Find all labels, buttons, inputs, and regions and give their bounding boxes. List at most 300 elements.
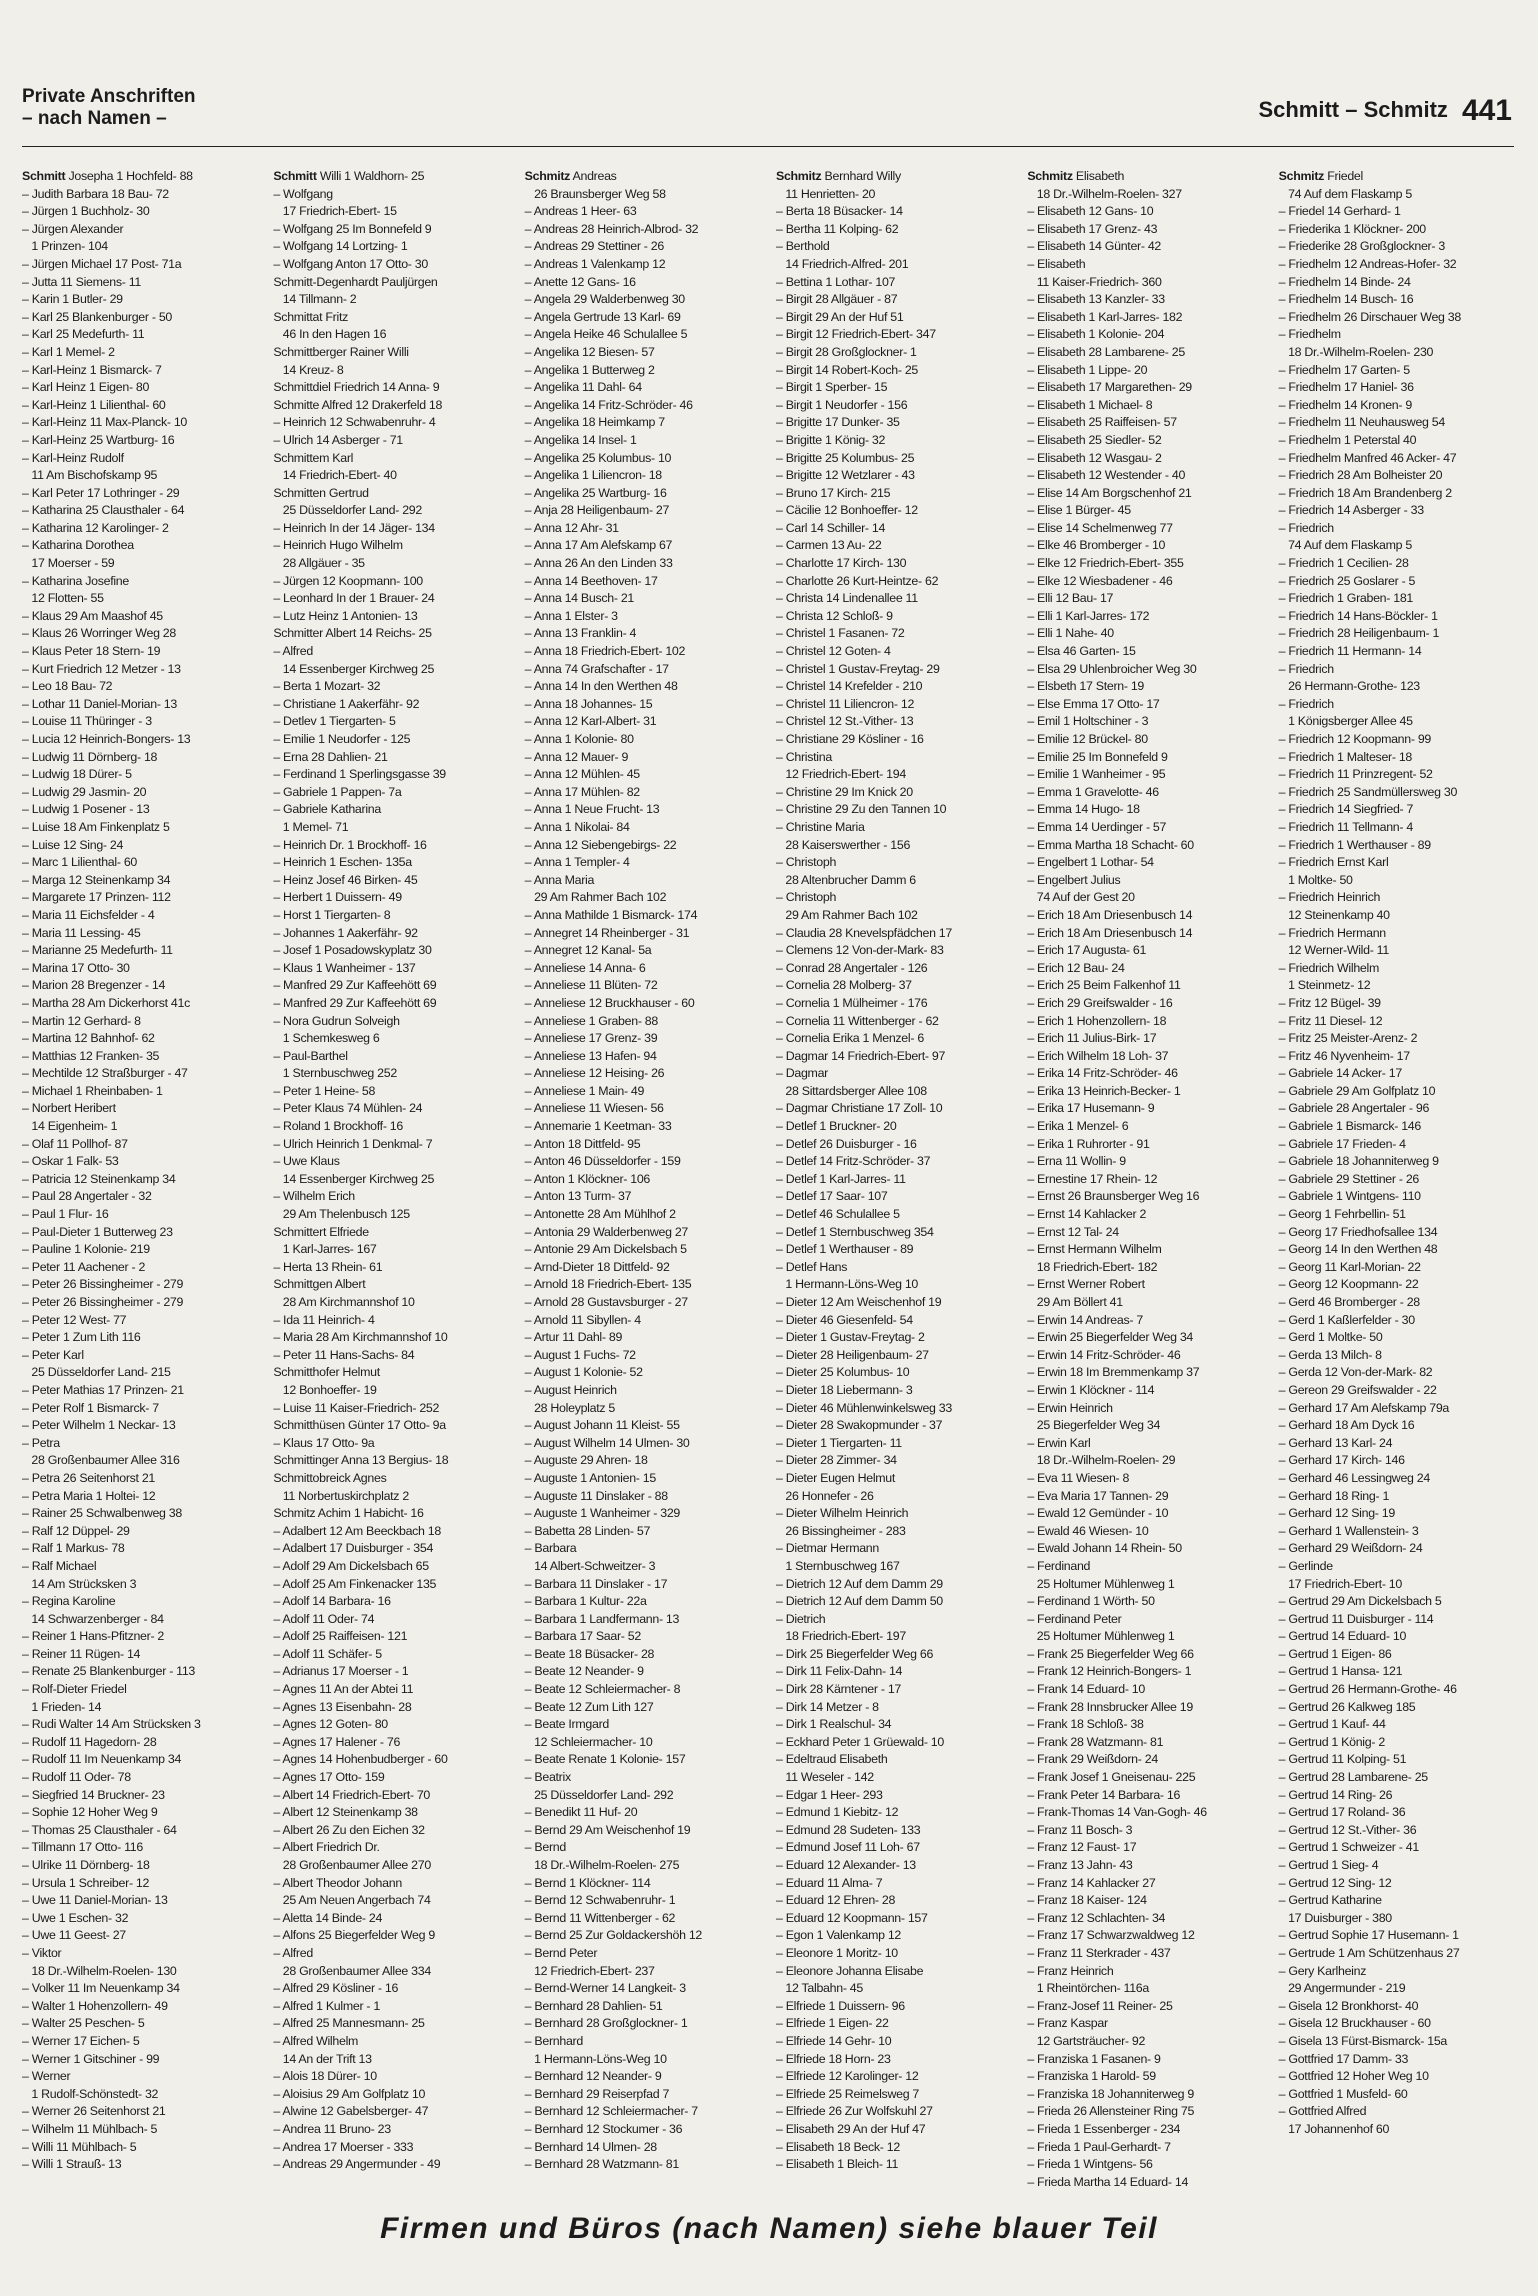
directory-entry: – Gertrud 26 Kalkweg 185 <box>1278 1699 1416 1714</box>
directory-entry: – Birgit 12 Friedrich-Ebert- 347 <box>775 327 936 342</box>
directory-entry: – Anna 18 Johannes- 15 <box>524 696 653 711</box>
directory-entry: – Gisela 13 Fürst-Bismarck- 15a <box>1278 2033 1447 2048</box>
directory-entry: – Detlev 1 Tiergarten- 5 <box>273 714 396 729</box>
directory-entry: – Beate 18 Büsacker- 28 <box>524 1646 655 1661</box>
directory-entry: – Birgit 29 An der Huf 51 <box>775 309 904 324</box>
directory-entry: – Erika 17 Husemann- 9 <box>1027 1101 1155 1116</box>
directory-entry: 29 Am Thelenbusch 125 <box>273 1207 410 1222</box>
directory-entry: – Karl-Heinz Rudolf <box>22 450 124 465</box>
directory-entry: – Babetta 28 Linden- 57 <box>524 1523 651 1538</box>
directory-entry: – Gertrud 1 Schweizer - 41 <box>1278 1840 1419 1855</box>
surname-heading: Schmitz <box>775 169 822 183</box>
directory-entry: – Agnes 12 Goten- 80 <box>273 1717 388 1732</box>
surname-heading: Schmitz <box>1278 169 1325 183</box>
directory-entry: – Dieter 12 Am Weischenhof 19 <box>775 1295 942 1309</box>
column-heading-entry <box>22 168 259 186</box>
directory-entry: 1 Hermann-Löns-Weg 10 <box>524 2051 667 2066</box>
directory-entry: 18 Dr.-Wilhelm-Roelen- 327 <box>1027 186 1182 201</box>
directory-entry: – Alfred 25 Mannesmann- 25 <box>273 2016 425 2031</box>
directory-entry: – Herta 13 Rhein- 61 <box>273 1259 383 1274</box>
directory-entry: – Martina 12 Bahnhof- 62 <box>22 1031 155 1046</box>
directory-entry: – Gertrud 11 Kolping- 51 <box>1278 1752 1407 1767</box>
directory-entry: – Georg 17 Friedhofsallee 134 <box>1278 1224 1438 1239</box>
directory-entry: – Bernhard 12 Schleiermacher- 7 <box>524 2104 698 2119</box>
directory-entry: – Erich 18 Am Driesenbusch 14 <box>1027 907 1193 922</box>
directory-entry: – Gerd 46 Bromberger - 28 <box>1278 1295 1420 1309</box>
directory-entry: – Ferdinand Peter <box>1027 1611 1122 1626</box>
directory-entry: – Peter Karl <box>22 1347 84 1362</box>
directory-entry: – Franziska 18 Johanniterweg 9 <box>1027 2086 1194 2101</box>
directory-entry: – Jutta 11 Siemens- 11 <box>22 274 141 289</box>
directory-entry: 26 Hermann-Grothe- 123 <box>1278 679 1420 694</box>
directory-entry: – Klaus 26 Worringer Weg 28 <box>22 626 176 641</box>
directory-entry: 17 Duisburger - 380 <box>1278 1910 1392 1925</box>
directory-entry: – Gottfried Alfred <box>1278 2104 1367 2119</box>
directory-entry: – Walter 25 Peschen- 5 <box>22 2016 145 2031</box>
directory-entry: – Friedrich <box>1278 661 1334 676</box>
directory-entry: – Gabriele 1 Wintgens- 110 <box>1278 1189 1421 1204</box>
directory-entry: – Nora Gudrun Solveigh <box>273 1013 400 1028</box>
directory-entry: – Anneliese 14 Anna- 6 <box>524 960 646 975</box>
directory-entry: – Erich 29 Greifswalder - 16 <box>1027 995 1173 1010</box>
directory-entry: – Elisabeth 13 Kanzler- 33 <box>1027 292 1165 307</box>
directory-entry: – Anna 12 Mühlen- 45 <box>524 767 640 782</box>
directory-entry: – Maria 28 Am Kirchmannshof 10 <box>273 1330 448 1345</box>
directory-entry: 12 Gartsträucher- 92 <box>1027 2033 1146 2048</box>
directory-entry: – Klaus 29 Am Maashof 45 <box>22 608 163 623</box>
directory-entry: – Emma Martha 18 Schacht- 60 <box>1027 837 1194 852</box>
directory-entry: – Leonhard In der 1 Brauer- 24 <box>273 591 435 606</box>
directory-entry: – Elfriede 25 Reimelsweg 7 <box>775 2086 920 2101</box>
directory-entry: – Auguste 11 Dinslaker - 88 <box>524 1488 668 1503</box>
directory-entry: – Uwe 11 Geest- 27 <box>22 1928 126 1943</box>
directory-entry: – Christa 14 Lindenallee 11 <box>775 591 918 606</box>
directory-entry: – Ludwig 29 Jasmin- 20 <box>22 784 147 799</box>
directory-entry: – Dieter 28 Heiligenbaum- 27 <box>775 1347 929 1362</box>
directory-entry: – Beate Renate 1 Kolonie- 157 <box>524 1752 686 1767</box>
directory-entry: – Rudi Walter 14 Am Strücksken 3 <box>22 1717 201 1732</box>
directory-entry: – Charlotte 17 Kirch- 130 <box>775 556 907 571</box>
directory-entry: – Gertrud 1 König- 2 <box>1278 1734 1385 1749</box>
directory-entry: 14 Kreuz- 8 <box>273 362 344 377</box>
directory-entry: – August 1 Kolonie- 52 <box>524 1365 643 1380</box>
directory-entry: – Angelika 25 Kolumbus- 10 <box>524 450 672 465</box>
directory-entry: – Bernhard <box>524 2033 583 2048</box>
directory-entry: – Anna 1 Templer- 4 <box>524 855 630 870</box>
directory-entry: – Albert 12 Steinenkamp 38 <box>273 1805 418 1820</box>
directory-entry: – Aletta 14 Binde- 24 <box>273 1910 383 1925</box>
directory-entry: – Friedrich 25 Sandmüllersweg 30 <box>1278 784 1458 799</box>
directory-entry: 26 Honnefer - 26 <box>775 1488 874 1503</box>
directory-entry: – Gottfried 12 Hoher Weg 10 <box>1278 2069 1429 2084</box>
directory-entry: – Erika 14 Fritz-Schröder- 46 <box>1027 1066 1178 1081</box>
directory-entry: – Friedrich 11 Tellmann- 4 <box>1278 819 1413 834</box>
directory-entry: – Anneliese 11 Wiesen- 56 <box>524 1101 664 1116</box>
directory-entry: – Gerda 12 Von-der-Mark- 82 <box>1278 1365 1433 1380</box>
directory-entry: – Friedrich 11 Prinzregent- 52 <box>1278 767 1433 782</box>
directory-entry: 25 Düsseldorfer Land- 292 <box>273 503 422 518</box>
directory-entry: – Dieter 1 Tiergarten- 11 <box>775 1435 902 1450</box>
directory-entry: – Friedrich Hermann <box>1278 925 1386 940</box>
directory-entry: – Gabriele 1 Bismarck- 146 <box>1278 1119 1421 1134</box>
directory-entry: – Paul-Dieter 1 Butterweg 23 <box>22 1224 173 1239</box>
directory-entry: 12 Bonhoeffer- 19 <box>273 1382 377 1397</box>
directory-entry: – Bernd 11 Wittenberger - 62 <box>524 1910 676 1925</box>
directory-entry: – Alfred Wilhelm <box>273 2033 359 2048</box>
directory-entry: – Gerhard 18 Ring- 1 <box>1278 1488 1390 1503</box>
directory-entry: – Werner <box>22 2069 71 2084</box>
directory-entry: – Anna Maria <box>524 872 595 887</box>
directory-entry: – Anneliese 13 Hafen- 94 <box>524 1048 657 1063</box>
directory-entry: – Angelika 1 Butterweg 2 <box>524 362 655 377</box>
directory-entry: 1 Memel- 71 <box>273 819 349 834</box>
directory-entry: 14 Eigenheim- 1 <box>22 1119 118 1134</box>
directory-entry: – Eduard 12 Ehren- 28 <box>775 1893 896 1908</box>
directory-entry: – Peter Klaus 74 Mühlen- 24 <box>273 1101 423 1116</box>
directory-entry: Schmitthofer Helmut <box>273 1365 380 1380</box>
directory-entry: – Bettina 1 Lothar- 107 <box>775 274 896 289</box>
directory-entry: 18 Friedrich-Ebert- 182 <box>1027 1259 1158 1274</box>
directory-entry: – Emil 1 Holtschiner - 3 <box>1027 714 1149 729</box>
header-rule <box>22 146 1514 147</box>
directory-entry: – Barbara <box>524 1541 577 1556</box>
directory-entry: – Gerlinde <box>1278 1558 1333 1573</box>
directory-entry: – Birgit 14 Robert-Koch- 25 <box>775 362 919 377</box>
directory-entry: – Rudolf 11 Im Neuenkamp 34 <box>22 1752 182 1767</box>
directory-entry: – Ernestine 17 Rhein- 12 <box>1027 1171 1158 1186</box>
directory-entry: 12 Friedrich-Ebert- 237 <box>524 1963 655 1978</box>
directory-entry: – Agnes 17 Otto- 159 <box>273 1770 385 1785</box>
directory-entry: – Fritz 11 Diesel- 12 <box>1278 1013 1383 1028</box>
directory-entry: – Emma 14 Uerdinger - 57 <box>1027 819 1167 834</box>
directory-entry: – Marianne 25 Medefurth- 11 <box>22 943 173 958</box>
directory-entry: – Friedrich 14 Asberger - 33 <box>1278 503 1424 518</box>
directory-entry: – Karl-Heinz 11 Max-Planck- 10 <box>22 415 187 430</box>
directory-entry: – Luise 18 Am Finkenplatz 5 <box>22 819 170 834</box>
directory-entry: – Peter 11 Hans-Sachs- 84 <box>273 1347 415 1362</box>
directory-entry: – Rolf-Dieter Friedel <box>22 1682 127 1697</box>
directory-entry: – Elise 14 Am Borgschenhof 21 <box>1027 485 1192 500</box>
directory-entry: – Anton 18 Dittfeld- 95 <box>524 1136 641 1151</box>
directory-entry: – Frank 28 Innsbrucker Allee 19 <box>1027 1699 1193 1714</box>
directory-entry: – Gertrud 1 Eigen- 86 <box>1278 1646 1392 1661</box>
directory-entry: 25 Düsseldorfer Land- 292 <box>524 1787 674 1802</box>
directory-entry: – Christa 12 Schloß- 9 <box>775 608 893 623</box>
directory-entry: 28 Großenbaumer Allee 270 <box>273 1858 431 1872</box>
directory-entry: – Gerhard 13 Karl- 24 <box>1278 1435 1393 1450</box>
directory-entry: – Fritz 12 Bügel- 39 <box>1278 995 1381 1010</box>
directory-entry: – Dagmar Christiane 17 Zoll- 10 <box>775 1101 943 1116</box>
directory-entry: – Gertrud 12 Sing- 12 <box>1278 1875 1392 1890</box>
directory-entry: – Elisabeth 1 Kolonie- 204 <box>1027 327 1165 342</box>
directory-entry: 46 In den Hagen 16 <box>273 327 387 342</box>
directory-entry: – Elsa 46 Garten- 15 <box>1027 644 1136 659</box>
directory-entry: – Anna 26 An den Linden 33 <box>524 556 673 571</box>
directory-entry: – Mechtilde 12 Straßburger - 47 <box>22 1066 188 1081</box>
directory-entry: – Anna 18 Friedrich-Ebert- 102 <box>524 644 686 659</box>
directory-entry: – Margarete 17 Prinzen- 112 <box>22 890 171 905</box>
directory-entry: – Gabriele 1 Pappen- 7a <box>273 784 402 799</box>
directory-entry: Schmittinger Anna 13 Bergius- 18 <box>273 1453 449 1468</box>
directory-entry: 1 Sternbuschweg 252 <box>273 1066 397 1081</box>
directory-entry: – Detlef Hans <box>775 1259 848 1274</box>
directory-entry: – Engelbert Julius <box>1027 872 1121 887</box>
directory-entry: 1 Steinmetz- 12 <box>1278 978 1371 993</box>
directory-entry: – Elise 1 Bürger- 45 <box>1027 503 1131 518</box>
directory-entry: – Angelika 12 Biesen- 57 <box>524 344 655 359</box>
directory-entry: – Annemarie 1 Keetman- 33 <box>524 1119 672 1134</box>
directory-entry: – Andreas 29 Angermunder - 49 <box>273 2157 441 2172</box>
directory-entry: – Birgit 1 Sperber- 15 <box>775 380 888 395</box>
directory-entry: – Franziska 1 Harold- 59 <box>1027 2069 1156 2084</box>
directory-entry: 1 Frieden- 14 <box>22 1699 102 1714</box>
directory-entry: – Heinrich Hugo Wilhelm <box>273 538 403 553</box>
section-title <box>22 86 196 130</box>
directory-entry: – Cornelia 28 Molberg- 37 <box>775 978 912 993</box>
directory-entry: – Anna Mathilde 1 Bismarck- 174 <box>524 907 698 922</box>
directory-entry: – Brigitte 25 Kolumbus- 25 <box>775 450 915 465</box>
directory-entry: – Anneliese 11 Blüten- 72 <box>524 978 658 993</box>
directory-entry: – Friedhelm 1 Peterstal 40 <box>1278 432 1417 447</box>
directory-entry: – Elke 12 Friedrich-Ebert- 355 <box>1027 556 1184 571</box>
directory-entry: – Eleonore Johanna Elisabe <box>775 1963 924 1978</box>
directory-entry: – Angelika 25 Wartburg- 16 <box>524 485 667 500</box>
directory-entry: – Erwin 25 Biegerfelder Weg 34 <box>1027 1330 1194 1345</box>
directory-entry: – Elisabeth 18 Beck- 12 <box>775 2139 900 2154</box>
directory-entry: – Agnes 14 Hohenbudberger - 60 <box>273 1752 448 1767</box>
directory-entry: – Gerd 1 Kaßlerfelder - 30 <box>1278 1312 1415 1327</box>
directory-entry: – Wolfgang 25 Im Bonnefeld 9 <box>273 221 432 236</box>
directory-entry: – August Wilhelm 14 Ulmen- 30 <box>524 1435 690 1450</box>
directory-entry: – Anna 74 Grafschafter - 17 <box>524 661 669 676</box>
directory-entry: 11 Norbertuskirchplatz 2 <box>273 1488 409 1503</box>
directory-entry: – Adolf 25 Raiffeisen- 121 <box>273 1629 408 1644</box>
directory-entry: 28 Allgäuer - 35 <box>273 556 365 571</box>
directory-entry: – Gertrud 14 Ring- 26 <box>1278 1787 1393 1802</box>
directory-entry: 1 Karl-Jarres- 167 <box>273 1242 377 1257</box>
directory-entry: – Karl-Heinz 1 Bismarck- 7 <box>22 362 162 377</box>
directory-entry: – Peter 11 Aachener - 2 <box>22 1259 146 1274</box>
directory-entry: – Eduard 12 Koopmann- 157 <box>775 1910 928 1925</box>
directory-entry: – Andrea 11 Bruno- 23 <box>273 2121 391 2136</box>
directory-entry: – Dietrich 12 Auf dem Damm 50 <box>775 1594 943 1609</box>
directory-entry: – Gertrud 17 Roland- 36 <box>1278 1805 1406 1820</box>
directory-entry: – Erwin 14 Fritz-Schröder- 46 <box>1027 1347 1181 1362</box>
directory-entry: 12 Schleiermacher- 10 <box>524 1734 653 1749</box>
directory-entry: – Bernhard 28 Großglockner- 1 <box>524 2016 688 2031</box>
name-range: Schmitt – Schmitz <box>1258 97 1448 122</box>
directory-entry: Schmitte Alfred 12 Drakerfeld 18 <box>273 397 443 412</box>
directory-entry: – Franz 11 Bosch- 3 <box>1027 1822 1133 1837</box>
directory-entry: – Anton 46 Düsseldorfer - 159 <box>524 1154 681 1169</box>
directory-entry: – Berta 1 Mozart- 32 <box>273 679 381 694</box>
directory-entry: – Paul 28 Angertaler - 32 <box>22 1189 152 1204</box>
directory-entry: 14 Albert-Schweitzer- 3 <box>524 1558 656 1573</box>
directory-entry: – Frank Josef 1 Gneisenau- 225 <box>1027 1770 1196 1785</box>
directory-entry: – Franz 12 Faust- 17 <box>1027 1840 1137 1855</box>
directory-entry: – Frieda 1 Essenberger - 234 <box>1027 2121 1181 2136</box>
directory-entry: – Dagmar <box>775 1066 828 1081</box>
directory-entry: – Else Emma 17 Otto- 17 <box>1027 696 1160 711</box>
directory-entry: – Georg 11 Karl-Morian- 22 <box>1278 1259 1421 1274</box>
directory-entry: – Anna 17 Am Alefskamp 67 <box>524 538 673 553</box>
directory-entry: – Friedhelm 17 Haniel- 36 <box>1278 380 1414 395</box>
directory-entry: – Emma 14 Hugo- 18 <box>1027 802 1140 817</box>
directory-entry: – Friedhelm 12 Andreas-Hofer- 32 <box>1278 256 1457 271</box>
directory-entry: – Dagmar 14 Friedrich-Ebert- 97 <box>775 1048 946 1063</box>
directory-entry: – Petra <box>22 1435 60 1450</box>
directory-entry: – Dieter 46 Mühlenwinkelsweg 33 <box>775 1400 952 1415</box>
directory-entry: – Frieda Martha 14 Eduard- 14 <box>1027 2174 1189 2189</box>
directory-entry: – Angela Gertrude 13 Karl- 69 <box>524 309 681 324</box>
directory-entry: – Arnold 11 Sibyllen- 4 <box>524 1312 641 1327</box>
directory-entry: 74 Auf der Gest 20 <box>1027 890 1135 905</box>
directory-entry: – Petra 26 Seitenhorst 21 <box>22 1470 156 1485</box>
directory-entry: – Anneliese 12 Bruckhauser - 60 <box>524 995 695 1010</box>
directory-entry: 29 Am Rahmer Bach 102 <box>524 890 667 905</box>
directory-entry: – Christoph <box>775 890 837 905</box>
directory-entry: – Elke 12 Wiesbadener - 46 <box>1027 573 1173 588</box>
directory-entry: 12 Flotten- 55 <box>22 591 104 606</box>
directory-entry: – Frieda 1 Paul-Gerhardt- 7 <box>1027 2139 1171 2154</box>
directory-entry: – Anna 12 Mauer- 9 <box>524 749 629 764</box>
directory-entry: – Frank-Thomas 14 Van-Gogh- 46 <box>1027 1805 1207 1820</box>
directory-entry: – Friederike 28 Großglockner- 3 <box>1278 239 1445 254</box>
directory-entry: – Ferdinand 1 Wörth- 50 <box>1027 1594 1155 1609</box>
directory-entry: – Gerhard 18 Am Dyck 16 <box>1278 1418 1415 1433</box>
directory-entry: – Friedhelm 14 Busch- 16 <box>1278 292 1414 307</box>
directory-entry: – Marina 17 Otto- 30 <box>22 960 130 975</box>
directory-entry: – Paul-Barthel <box>273 1048 348 1063</box>
directory-entry: – Martin 12 Gerhard- 8 <box>22 1013 141 1028</box>
directory-entry: – Fritz 25 Meister-Arenz- 2 <box>1278 1031 1418 1046</box>
column-heading-entry <box>273 168 510 186</box>
directory-entry: – Friedrich Heinrich <box>1278 890 1381 905</box>
directory-entry: 28 Großenbaumer Allee 316 <box>22 1453 180 1468</box>
directory-entry: – Karl 1 Memel- 2 <box>22 344 115 359</box>
directory-entry: – Erich 11 Julius-Birk- 17 <box>1027 1031 1157 1046</box>
directory-entry: – Antonia 29 Walderbenweg 27 <box>524 1224 689 1239</box>
directory-entry: – Sophie 12 Hoher Weg 9 <box>22 1805 158 1820</box>
directory-entry: 11 Henrietten- 20 <box>775 186 876 201</box>
directory-entry: Schmittberger Rainer Willi <box>273 344 409 359</box>
directory-entry: 25 Holtumer Mühlenweg 1 <box>1027 1629 1175 1644</box>
column-heading-entry <box>525 168 762 186</box>
directory-entry: – Franz 11 Sterkrader - 437 <box>1027 1945 1171 1960</box>
directory-entry: – Gerhard 46 Lessingweg 24 <box>1278 1470 1430 1485</box>
directory-entry: – Wolfgang <box>273 186 333 201</box>
directory-entry: – Rainer 25 Schwalbenweg 38 <box>22 1506 182 1521</box>
directory-entry: – Berta 18 Büsacker- 14 <box>775 204 903 219</box>
directory-entry: – Bernhard 12 Neander- 9 <box>524 2069 662 2084</box>
directory-entry: – Auguste 1 Antonien- 15 <box>524 1470 656 1485</box>
directory-entry: – Gertrud Katharine <box>1278 1893 1382 1908</box>
directory-entry: – Friederika 1 Klöckner- 200 <box>1278 221 1426 236</box>
directory-entry: – Gertrud 1 Sieg- 4 <box>1278 1858 1379 1872</box>
directory-entry: – Norbert Heribert <box>22 1101 116 1116</box>
directory-entry: – Christel 12 Goten- 4 <box>775 644 891 659</box>
directory-entry: 1 Schemkesweg 6 <box>273 1031 380 1046</box>
directory-entry: – Engelbert 1 Lothar- 54 <box>1027 855 1154 870</box>
directory-entry: – Andreas 1 Valenkamp 12 <box>524 256 666 271</box>
directory-entry: – Friedrich 25 Goslarer - 5 <box>1278 573 1416 588</box>
directory-entry: – Katharina 12 Karolinger- 2 <box>22 520 169 535</box>
directory-entry: – Christiane 1 Aakerfähr- 92 <box>273 696 420 711</box>
directory-entry: 18 Friedrich-Ebert- 197 <box>775 1629 906 1644</box>
directory-entry: 11 Kaiser-Friedrich- 360 <box>1027 274 1162 289</box>
directory-entry: – Luise 11 Kaiser-Friedrich- 252 <box>273 1400 440 1415</box>
directory-entry: – Beate 12 Zum Lith 127 <box>524 1699 654 1714</box>
directory-entry: – Anton 1 Klöckner- 106 <box>524 1171 651 1186</box>
directory-entry: – Gabriele 28 Angertaler - 96 <box>1278 1101 1430 1116</box>
directory-entry: – Gabriele 17 Frieden- 4 <box>1278 1136 1406 1151</box>
directory-entry: – Artur 11 Dahl- 89 <box>524 1330 623 1345</box>
directory-entry: – Frank 25 Biegerfelder Weg 66 <box>1027 1646 1194 1661</box>
directory-entry: – Peter 1 Heine- 58 <box>273 1083 376 1098</box>
directory-entry: – Ulrike 11 Dörnberg- 18 <box>22 1858 150 1872</box>
directory-entry: – Erwin 1 Klöckner - 114 <box>1027 1382 1155 1397</box>
directory-entry: – Franz 14 Kahlacker 27 <box>1027 1875 1156 1890</box>
directory-entry: – Friedrich 14 Siegfried- 7 <box>1278 802 1414 817</box>
directory-entry: – Marc 1 Lilienthal- 60 <box>22 855 138 870</box>
directory-entry: – Elfriede 14 Gehr- 10 <box>775 2033 892 2048</box>
column-heading-entry <box>1027 168 1264 186</box>
directory-entry: – Petra Maria 1 Holtei- 12 <box>22 1488 156 1503</box>
directory-entry: – Elisabeth 28 Lambarene- 25 <box>1027 344 1185 359</box>
directory-entry: – Alfons 25 Biegerfelder Weg 9 <box>273 1928 435 1943</box>
directory-entry: – Anton 13 Turm- 37 <box>524 1189 632 1204</box>
directory-entry: – Erich 1 Hohenzollern- 18 <box>1027 1013 1167 1028</box>
directory-entry: – Erich 18 Am Driesenbusch 14 <box>1027 925 1193 940</box>
directory-entry: – Dietmar Hermann <box>775 1541 879 1556</box>
directory-entry: – Dirk 28 Kärntener - 17 <box>775 1682 902 1697</box>
directory-entry: – Friedrich 1 Cecilien- 28 <box>1278 556 1409 571</box>
directory-entry: – Bruno 17 Kirch- 215 <box>775 485 891 500</box>
directory-entry: Schmitthüsen Günter 17 Otto- 9a <box>273 1418 446 1433</box>
directory-entry: – Friedrich 1 Malteser- 18 <box>1278 749 1413 764</box>
directory-columns <box>22 168 1516 2189</box>
directory-entry: – Leo 18 Bau- 72 <box>22 679 113 694</box>
directory-entry: – Frieda 26 Allensteiner Ring 75 <box>1027 2104 1195 2119</box>
directory-entry: – Matthias 12 Franken- 35 <box>22 1048 160 1063</box>
directory-entry: – Friedhelm 14 Kronen- 9 <box>1278 397 1412 412</box>
directory-entry: – Gery Karlheinz <box>1278 1963 1367 1978</box>
directory-entry: – Heinrich 1 Eschen- 135a <box>273 855 412 870</box>
directory-entry: – Elisabeth 17 Margarethen- 29 <box>1027 380 1192 395</box>
directory-entry: – Heinrich Dr. 1 Brockhoff- 16 <box>273 837 427 852</box>
directory-entry: – Friedrich Ernst Karl <box>1278 855 1389 870</box>
directory-entry: – Eleonore 1 Moritz- 10 <box>775 1945 898 1960</box>
directory-entry: – Angelika 18 Heimkamp 7 <box>524 415 665 430</box>
directory-entry: 26 Bissingheimer - 283 <box>775 1523 906 1538</box>
directory-entry: – Ralf 12 Düppel- 29 <box>22 1523 130 1538</box>
directory-entry: – Georg 12 Koopmann- 22 <box>1278 1277 1419 1292</box>
directory-entry: – Jürgen 1 Buchholz- 30 <box>22 204 150 219</box>
directory-entry: – Bernhard 14 Ulmen- 28 <box>524 2139 657 2154</box>
directory-entry: – Elisabeth 12 Wasgau- 2 <box>1027 450 1162 465</box>
directory-entry: – Anna 14 Busch- 21 <box>524 591 634 606</box>
directory-entry: 28 Altenbrucher Damm 6 <box>775 872 916 887</box>
directory-entry: 25 Biegerfelder Weg 34 <box>1027 1418 1161 1433</box>
directory-entry: – Kurt Friedrich 12 Metzer - 13 <box>22 661 181 676</box>
directory-entry: – Bernd 29 Am Weischenhof 19 <box>524 1822 691 1837</box>
directory-entry: – Christine Maria <box>775 819 865 834</box>
directory-entry: – Ursula 1 Schreiber- 12 <box>22 1875 150 1890</box>
directory-entry: – Barbara 17 Saar- 52 <box>524 1629 641 1644</box>
directory-entry: 14 Friedrich-Alfred- 201 <box>775 256 909 271</box>
directory-entry: 1 Rudolf-Schönstedt- 32 <box>22 2086 159 2101</box>
directory-entry: – Anneliese 17 Grenz- 39 <box>524 1031 658 1046</box>
